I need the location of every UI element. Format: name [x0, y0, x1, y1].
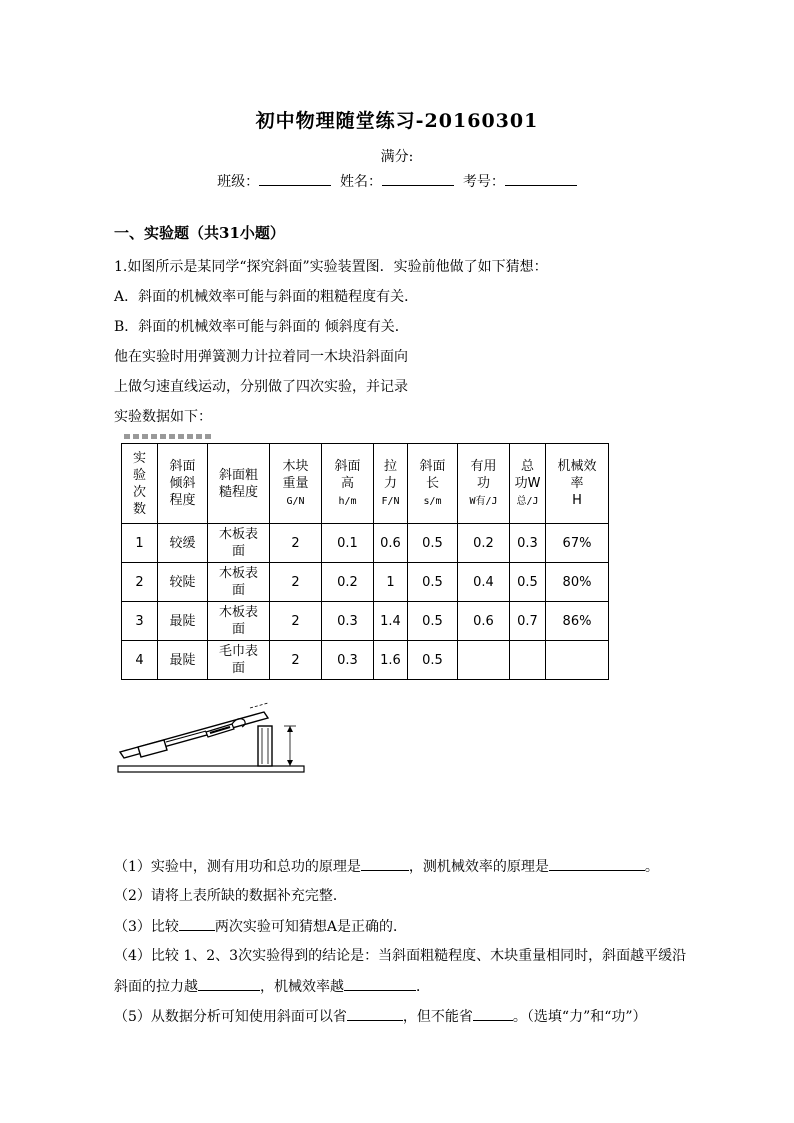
cell-length: 0.5 [408, 641, 458, 680]
name-field[interactable] [382, 170, 454, 186]
cell-incline: 较陡 [158, 563, 208, 602]
cell-height: 0.3 [322, 641, 374, 680]
col-header-incline: 斜面 倾斜 程度 [158, 444, 208, 524]
data-table [121, 443, 609, 680]
col-header-length: 斜面 长 s/m [408, 444, 458, 524]
cell-force: 1 [374, 563, 408, 602]
base-board [118, 766, 304, 772]
cell-roughness: 木板表 面 [208, 563, 270, 602]
cell-incline: 较缓 [158, 524, 208, 563]
intro-line: 他在实验时用弹簧测力计拉着同一木块沿斜面向 [114, 349, 408, 365]
answer-blank-q4-force[interactable] [198, 975, 260, 991]
cell-roughness: 木板表 面 [208, 602, 270, 641]
cell-useful-work-blank [458, 641, 510, 680]
cell-total-work-blank [510, 641, 546, 680]
cell-trial: 2 [122, 563, 158, 602]
cell-total-work: 0.3 [510, 524, 546, 563]
table-row [122, 641, 609, 680]
intro-line: 实验数据如下： [114, 409, 212, 425]
section-heading: 一、实验题（共31小题） [114, 224, 285, 242]
cell-trial: 1 [122, 524, 158, 563]
cell-force: 1.6 [374, 641, 408, 680]
question-2: （2）请将上表所缺的数据补充完整． [114, 888, 347, 904]
cell-efficiency: 86% [546, 602, 609, 641]
col-header-roughness: 斜面粗 糙程度 [208, 444, 270, 524]
cell-incline: 最陡 [158, 602, 208, 641]
length-marker [250, 703, 268, 708]
cell-height: 0.1 [322, 524, 374, 563]
col-header-weight: 木块 重量 G/N [270, 444, 322, 524]
answer-blank-q1-efficiency[interactable] [549, 855, 645, 871]
answer-blank-q5-save[interactable] [347, 1005, 403, 1021]
cell-force: 1.4 [374, 602, 408, 641]
cell-weight: 2 [270, 602, 322, 641]
answer-blank-q5-cannot-save[interactable] [473, 1005, 513, 1021]
full-score: 满分: [380, 149, 414, 165]
cell-total-work: 0.5 [510, 563, 546, 602]
table-header-row [122, 444, 609, 524]
cell-roughness: 木板表 面 [208, 524, 270, 563]
answer-blank-q1-principle[interactable] [361, 855, 409, 871]
question-3: （3）比较 两次实验可知猜想A是正确的． [114, 915, 407, 936]
question-5: （5）从数据分析可知使用斜面可以省 ，但不能省 。（选填“力”和“功”） [114, 1005, 647, 1026]
student-info-line [0, 170, 794, 191]
intro-line: A．斜面的机械效率可能与斜面的粗糙程度有关． [114, 289, 419, 305]
page-title: 初中物理随堂练习-20160301 [255, 110, 539, 132]
col-header-height: 斜面 高 h/m [322, 444, 374, 524]
intro-line: B．斜面的机械效率可能与斜面的 倾斜度有关． [114, 319, 409, 335]
col-header-useful-work: 有用 功 W有/J [458, 444, 510, 524]
cell-weight: 2 [270, 563, 322, 602]
cell-useful-work: 0.2 [458, 524, 510, 563]
wooden-block [138, 740, 167, 757]
table-row [122, 563, 609, 602]
cell-incline: 最陡 [158, 641, 208, 680]
cell-efficiency: 80% [546, 563, 609, 602]
col-header-total-work: 总 功W 总/J [510, 444, 546, 524]
col-header-force: 拉 力 F/N [374, 444, 408, 524]
cell-efficiency-blank [546, 641, 609, 680]
cell-useful-work: 0.6 [458, 602, 510, 641]
cell-total-work: 0.7 [510, 602, 546, 641]
intro-line: 上做匀速直线运动，分别做了四次实验，并记录 [114, 379, 408, 395]
exam-no-field[interactable] [505, 170, 577, 186]
table-row [122, 602, 609, 641]
cell-weight: 2 [270, 641, 322, 680]
answer-blank-q4-efficiency[interactable] [344, 975, 416, 991]
cell-trial: 3 [122, 602, 158, 641]
answer-blank-q3[interactable] [179, 915, 215, 931]
cell-length: 0.5 [408, 602, 458, 641]
table-row [122, 524, 609, 563]
cell-length: 0.5 [408, 524, 458, 563]
cell-height: 0.2 [322, 563, 374, 602]
incline-apparatus-figure [114, 700, 314, 780]
question-1: （1）实验中，测有用功和总功的原理是 ，测机械效率的原理是 。 [114, 855, 659, 876]
question-4-line-1: （4）比较 1、2、3次实验得到的结论是：当斜面粗糙程度、木块重量相同时，斜面越平缓沿 [114, 948, 687, 964]
class-field[interactable] [259, 170, 331, 186]
cell-efficiency: 67% [546, 524, 609, 563]
question-4-line-2: 斜面的拉力越 ，机械效率越 ． [114, 975, 430, 996]
cell-roughness: 毛巾表 面 [208, 641, 270, 680]
exam-no-label: 考号： [462, 174, 505, 190]
cropped-caption-remnant [124, 434, 214, 439]
cell-force: 0.6 [374, 524, 408, 563]
col-header-efficiency: 机械效 率 H [546, 444, 609, 524]
col-header-trial: 实 验 次 数 [122, 444, 158, 524]
support-block [258, 726, 272, 766]
cell-length: 0.5 [408, 563, 458, 602]
class-label: 班级： [217, 174, 260, 190]
cell-weight: 2 [270, 524, 322, 563]
cell-trial: 4 [122, 641, 158, 680]
intro-line: 1.如图所示是某同学“探究斜面”实验装置图．实验前他做了如下猜想： [114, 259, 548, 275]
name-label: 姓名： [340, 174, 382, 190]
cell-useful-work: 0.4 [458, 563, 510, 602]
cell-height: 0.3 [322, 602, 374, 641]
